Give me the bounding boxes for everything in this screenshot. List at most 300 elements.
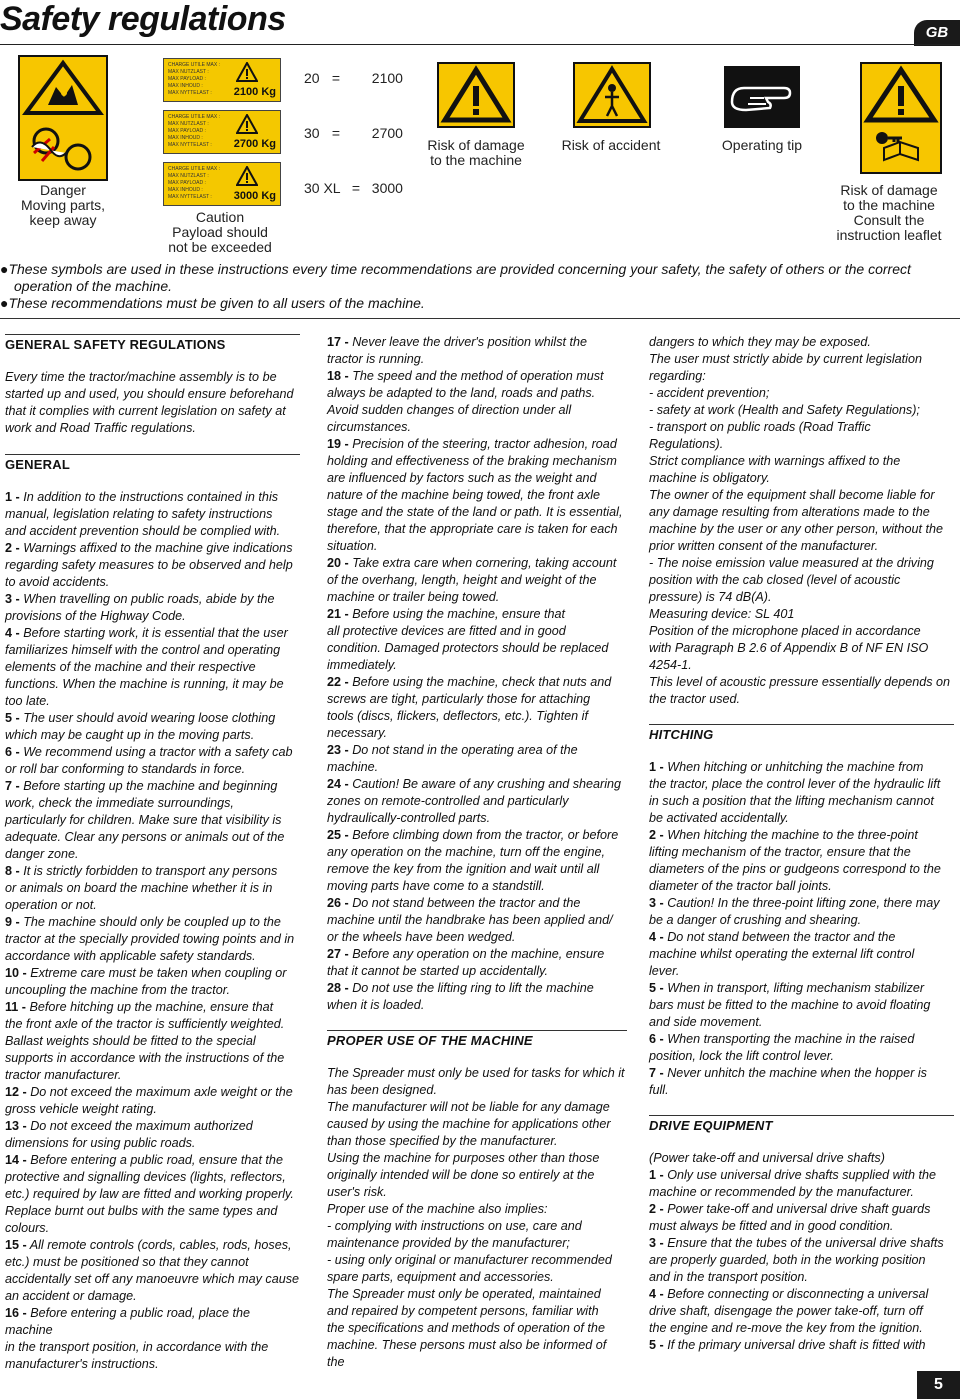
danger-caption-line: keep away [29, 212, 97, 228]
item-text: accordance with applicable safety standards. [5, 949, 256, 963]
warning-triangle-icon [236, 114, 258, 134]
text-line [5, 863, 300, 880]
text-line [327, 878, 627, 895]
text-line [649, 861, 954, 878]
text-line [327, 691, 627, 708]
item-text: or roll bar conforming to standards in force. [5, 762, 246, 776]
item-text: position, lock the lift control lever. [649, 1049, 835, 1063]
item-text: nature of the machine being towed, the front axle [327, 488, 601, 502]
text-line: The manufacturer will not be liable for any damage [327, 1100, 610, 1114]
text-line [327, 912, 627, 929]
item-text: We recommend using a tractor with a safety cab [19, 745, 293, 759]
moving-parts-sign [18, 55, 108, 181]
text-line [649, 1065, 954, 1082]
item-text: are properly guarded, both in the working position [649, 1253, 926, 1267]
text-line [5, 999, 300, 1016]
text-line: and repaired by competent persons, familiar with [327, 1304, 599, 1318]
payload-row [304, 70, 403, 86]
item-text: When travelling on public roads, abide by the [19, 592, 275, 606]
text-line [5, 897, 300, 914]
item-text: manual, legislation relating to safety instructions [5, 507, 273, 521]
column-1 [5, 334, 300, 1373]
text-line [649, 810, 954, 827]
item-text: Ballast weights should be fitted to the special [5, 1034, 256, 1048]
plate-label: MAX NYTTELAST : [168, 90, 212, 96]
danger-caption-line: Moving parts, [20, 197, 106, 213]
item-number: 6 - [649, 1032, 664, 1046]
note-text: These symbols are used in these instructions every time recommendations are provided concerning your safety, the safety of others or the correct [8, 261, 911, 277]
payload-equals: = [331, 125, 341, 141]
payload-model: 20 [304, 70, 320, 86]
text-line [5, 846, 300, 863]
item-text: in such a position that the lifting mechanism cannot [649, 794, 934, 808]
payload-value: 2100 [371, 70, 403, 86]
text-line: Proper use of the machine also implies: [327, 1202, 548, 1216]
text-line [649, 895, 954, 912]
item-text: Before entering a public road, place the machine [5, 1306, 251, 1337]
text-line [649, 1286, 954, 1303]
item-text: the front axle of the tractor is sufficiently weighted. [5, 1017, 285, 1031]
warning-triangle-icon [236, 62, 258, 82]
item-text: machine until the handbrake has been applied and/ [327, 913, 613, 927]
text-line [5, 727, 300, 744]
text-line [5, 676, 300, 693]
consult-caption-line: Consult the [853, 212, 925, 228]
item-number: 16 - [5, 1306, 27, 1320]
item-number: 22 - [327, 675, 349, 689]
item-text: uncoupling the machine from the tractor. [5, 983, 230, 997]
text-line [327, 385, 627, 402]
text-line: - accident prevention; [649, 386, 770, 400]
text-line [5, 1101, 300, 1118]
text-line: The Spreader must only be used for tasks for which it [327, 1066, 625, 1080]
text-line: that it complies with current legislation on safety at [5, 404, 286, 418]
drive-equipment-list [649, 1150, 954, 1354]
item-number: 2 - [649, 1202, 664, 1216]
consult-caption-line: to the machine [843, 197, 935, 213]
text-line [327, 470, 627, 487]
section-heading: PROPER USE OF THE MACHINE [327, 1030, 627, 1049]
payload-plate [163, 162, 281, 206]
text-line: regarding: [649, 369, 706, 383]
plate-label: MAX INHOUD : [168, 135, 203, 141]
item-text: Before entering a public road, ensure that the [26, 1153, 283, 1167]
item-text: When transporting the machine in the raised [663, 1032, 915, 1046]
item-number: 21 - [327, 607, 349, 621]
item-number: 25 - [327, 828, 349, 842]
text-line [5, 540, 300, 557]
item-text: familiarizes himself with the control and operating [5, 643, 281, 657]
item-text: It is strictly forbidden to transport any persons [19, 864, 278, 878]
plate-label: CHARGE UTILE MAX : [168, 114, 220, 120]
item-text: or the wheels have been wedged. [327, 930, 516, 944]
item-number: 14 - [5, 1153, 27, 1167]
text-line [649, 844, 954, 861]
item-text: machine. [327, 760, 379, 774]
item-number: 24 - [327, 777, 349, 791]
item-number: 6 - [5, 745, 20, 759]
title-divider [0, 44, 960, 45]
text-line: Position of the microphone placed in accordance [649, 624, 921, 638]
note-text: These recommendations must be given to all users of the machine. [8, 295, 425, 311]
text-line [327, 572, 627, 589]
text-line: machine is obligatory. [649, 471, 770, 485]
payload-plate [163, 110, 281, 154]
item-text: The speed and the method of operation must [348, 369, 604, 383]
proper-use-text [327, 1065, 627, 1371]
item-text: Caution! Be aware of any crushing and shearing [348, 777, 622, 791]
text-line [327, 453, 627, 470]
item-text: an accident or damage. [5, 1289, 137, 1303]
item-text: Do not stand between the tractor and the [663, 930, 896, 944]
danger-caption-line: Danger [40, 182, 86, 198]
text-line [5, 1203, 300, 1220]
item-text: dimensions for using public roads. [5, 1136, 196, 1150]
text-line [327, 861, 627, 878]
plate-label: MAX NUTZLAST : [168, 121, 209, 127]
text-line [5, 1186, 300, 1203]
caution-caption-line: Caution [195, 209, 245, 225]
item-text: accidentally set off any manoeuvre which may cause [5, 1272, 300, 1286]
text-line: The user must strictly abide by current legislation [649, 352, 922, 366]
caution-caption [160, 210, 280, 255]
item-text: supports in accordance with the instructions of the [5, 1051, 285, 1065]
risk-damage-caption [416, 138, 536, 168]
note-line: ●These recommendations must be given to all users of the machine. [0, 295, 425, 311]
text-line [327, 640, 627, 657]
section-heading: HITCHING [649, 724, 954, 743]
text-line: caused by using the machine for applications other [327, 1117, 611, 1131]
item-text: etc.) must be positioned so that they cannot [5, 1255, 249, 1269]
text-line [327, 708, 627, 725]
item-text: the engine and re-move the key from the ignition. [649, 1321, 923, 1335]
payload-row [304, 180, 403, 196]
item-number: 9 - [5, 915, 20, 929]
text-line: than those specified by the manufacturer. [327, 1134, 558, 1148]
item-text: danger zone. [5, 847, 79, 861]
payload-model: 30 XL [304, 180, 341, 196]
item-text: Caution! In the three-point lifting zone, there may [663, 896, 940, 910]
plate-label: MAX PAYLOAD : [168, 180, 206, 186]
intro-text [5, 369, 300, 437]
text-line: - safety at work (Health and Safety Regulations); [649, 403, 920, 417]
text-line [327, 538, 627, 555]
item-number: 11 - [5, 1000, 27, 1014]
general-list [5, 489, 300, 1373]
plate-label: MAX PAYLOAD : [168, 128, 206, 134]
item-text: or animals on board the machine whether it is in [5, 881, 273, 895]
plate-label: CHARGE UTILE MAX : [168, 166, 220, 172]
text-line [649, 929, 954, 946]
item-text: tractor at the specially provided towing points and in [5, 932, 295, 946]
text-line [5, 1067, 300, 1084]
item-text: Do not exceed the maximum axle weight or the [26, 1085, 293, 1099]
consult-caption [830, 183, 948, 243]
risk-damage-caption-line: Risk of damage [427, 137, 525, 153]
caution-caption-line: not be exceeded [168, 239, 272, 255]
text-line [5, 761, 300, 778]
text-line: pressure) is 74 dB(A). [649, 590, 772, 604]
text-line: - complying with instructions on use, care and [327, 1219, 582, 1233]
text-line [5, 982, 300, 999]
column-2 [327, 334, 627, 1371]
item-number: 7 - [5, 779, 20, 793]
item-text: full. [649, 1083, 669, 1097]
note-line [0, 278, 940, 295]
item-text: machine whilst operating the external lift control [649, 947, 915, 961]
item-text: lever. [649, 964, 680, 978]
item-text: When hitching the machine to the three-point [663, 828, 918, 842]
text-line [5, 1288, 300, 1305]
text-line [327, 895, 627, 912]
text-line [5, 1169, 300, 1186]
text-line: prior written consent of the manufacturer. [649, 539, 879, 553]
text-line [5, 948, 300, 965]
item-text: Before connecting or disconnecting a universal [663, 1287, 929, 1301]
text-line [5, 829, 300, 846]
item-number: 5 - [5, 711, 20, 725]
item-text: be a danger of crushing and shearing. [649, 913, 862, 927]
text-line [5, 931, 300, 948]
text-line [327, 419, 627, 436]
text-line [327, 946, 627, 963]
item-text: moving parts have come to a standstill. [327, 879, 545, 893]
text-line [5, 965, 300, 982]
text-line [327, 997, 627, 1014]
text-line [327, 980, 627, 997]
text-line [5, 1220, 300, 1237]
language-tab: GB [914, 20, 960, 46]
text-line: the specifications and methods of operation of the [327, 1321, 605, 1335]
item-text: provisions of the Highway Code. [5, 609, 186, 623]
text-line [327, 555, 627, 572]
text-line [5, 710, 300, 727]
payload-row [304, 125, 403, 141]
item-number: 27 - [327, 947, 349, 961]
item-number: 1 - [649, 760, 664, 774]
item-number: 15 - [5, 1238, 27, 1252]
item-text: diameter of the tractor ball joints. [649, 879, 832, 893]
text-line: with Paragraph B 2.6 of Appendix B of NF EN ISO [649, 641, 929, 655]
text-line [5, 591, 300, 608]
item-number: 3 - [5, 592, 20, 606]
item-text: in the transport position, in accordance with the [5, 1340, 269, 1354]
item-text: be activated accidentally. [649, 811, 789, 825]
text-line: position with the cab closed (level of acoustic [649, 573, 901, 587]
text-line: machine by the user or any other person, without the [649, 522, 944, 536]
text-line [5, 1152, 300, 1169]
text-line [5, 1050, 300, 1067]
warning-triangle-icon [439, 64, 513, 126]
text-line: - The noise emission value measured at the driving [649, 556, 934, 570]
text-line [5, 1271, 300, 1288]
item-text: Replace burnt out bulbs with the same types and [5, 1204, 278, 1218]
item-number: 2 - [649, 828, 664, 842]
text-line [5, 1339, 300, 1356]
item-text: All remote controls (cords, cables, rods, hoses, [26, 1238, 292, 1252]
risk-damage-sign [437, 62, 515, 128]
plate-label: MAX INHOUD : [168, 83, 203, 89]
item-number: 1 - [649, 1168, 664, 1182]
item-text: regarding safety measures to be observed and help [5, 558, 293, 572]
item-number: 3 - [649, 896, 664, 910]
item-text: necessary. [327, 726, 387, 740]
text-line [649, 963, 954, 980]
item-number: 13 - [5, 1119, 27, 1133]
section-heading: GENERAL SAFETY REGULATIONS [5, 334, 300, 353]
pointing-hand-icon [724, 66, 800, 128]
item-number: 7 - [649, 1066, 664, 1080]
text-line [649, 1167, 954, 1184]
text-line [649, 776, 954, 793]
item-text: manufacturer's instructions. [5, 1357, 159, 1371]
item-text: Warnings affixed to the machine give indications [19, 541, 293, 555]
item-text: holding and effectiveness of the braking mechanism [327, 454, 617, 468]
item-text: tractor is running. [327, 352, 425, 366]
page-number: 5 [917, 1371, 960, 1399]
item-number: 19 - [327, 437, 349, 451]
item-number: 18 - [327, 369, 349, 383]
text-line: dangers to which they may be exposed. [649, 335, 871, 349]
item-text: must always be fitted and in good condition. [649, 1219, 894, 1233]
item-text: Never unhitch the machine when the hopper is [663, 1066, 927, 1080]
item-text: When in transport, lifting mechanism stabilizer [663, 981, 925, 995]
item-text: Before hitching up the machine, ensure that [26, 1000, 274, 1014]
text-line [649, 1320, 954, 1337]
payload-equals: = [331, 70, 341, 86]
person-icon [575, 64, 649, 126]
plate-label: MAX NYTTELAST : [168, 194, 212, 200]
text-line [5, 693, 300, 710]
text-line [327, 810, 627, 827]
text-line [5, 1118, 300, 1135]
item-text: are influenced by factors such as the weight and [327, 471, 597, 485]
risk-accident-caption: Risk of accident [561, 137, 661, 153]
text-line [5, 795, 300, 812]
text-line [649, 1014, 954, 1031]
item-text: and accident prevention should be complied with. [5, 524, 281, 538]
item-number: 5 - [649, 981, 664, 995]
item-text: immediately. [327, 658, 397, 672]
item-text: screws are tight, particularly those for attaching [327, 692, 591, 706]
text-line [327, 351, 627, 368]
item-number: 12 - [5, 1085, 27, 1099]
text-line: Using the machine for purposes other than those [327, 1151, 600, 1165]
text-line [327, 776, 627, 793]
item-text: which may be caught up in the moving parts. [5, 728, 255, 742]
text-line: 4254-1. [649, 658, 692, 672]
item-text: bars must be fitted to the machine to avoid floating [649, 998, 931, 1012]
text-line [5, 557, 300, 574]
text-line [649, 1150, 954, 1167]
item-text: any operation on the machine, turn off the engine, [327, 845, 605, 859]
text-line [327, 368, 627, 385]
payload-model: 30 [304, 125, 320, 141]
text-line [5, 625, 300, 642]
text-line: started up and used, you should ensure beforehand [5, 387, 294, 401]
item-text: Take extra care when cornering, taking account [348, 556, 617, 570]
text-line [649, 759, 954, 776]
item-text: stage and the state of the land or path. It is essential, [327, 505, 623, 519]
item-number: 4 - [5, 626, 20, 640]
consult-instructions-sign [860, 62, 942, 174]
item-text: Do not stand in the operating area of the [348, 743, 578, 757]
item-text: Power take-off and universal drive shaft guards [663, 1202, 931, 1216]
text-line: Every time the tractor/machine assembly is to be [5, 370, 277, 384]
plate-label: MAX NYTTELAST : [168, 142, 212, 148]
text-line [5, 1356, 300, 1373]
item-number: 10 - [5, 966, 27, 980]
item-text: elements of the machine and their respective [5, 660, 256, 674]
text-line [327, 487, 627, 504]
text-line [327, 521, 627, 538]
text-line [5, 506, 300, 523]
item-text: situation. [327, 539, 378, 553]
text-line [5, 1135, 300, 1152]
text-line [5, 1084, 300, 1101]
text-line [649, 827, 954, 844]
operating-tip-sign [724, 66, 800, 128]
text-line: any damage resulting from alterations made to the [649, 505, 930, 519]
item-text: that it cannot be started up accidentally. [327, 964, 548, 978]
text-line [327, 929, 627, 946]
item-text: Avoid sudden changes of direction under all [327, 403, 572, 417]
text-line [327, 589, 627, 606]
item-text: Extreme care must be taken when coupling or [26, 966, 287, 980]
plate-label: MAX NUTZLAST : [168, 69, 209, 75]
item-text: Do not exceed the maximum authorized [26, 1119, 253, 1133]
text-line: originally intended will be done so entirely at the [327, 1168, 595, 1182]
text-line: machine. These persons must also be informed of the [327, 1338, 607, 1369]
text-line [5, 1305, 300, 1339]
item-text: Before starting up the machine and beginning [19, 779, 278, 793]
payload-equals: = [351, 180, 361, 196]
section-heading: DRIVE EQUIPMENT [649, 1115, 954, 1134]
plate-label: MAX NUTZLAST : [168, 173, 209, 179]
item-text: drive shaft, disengage the power take-off, turn off [649, 1304, 923, 1318]
text-line [5, 489, 300, 506]
text-line [649, 997, 954, 1014]
book-icon [862, 64, 940, 172]
text-line [5, 608, 300, 625]
text-line: - transport on public roads (Road Traffic [649, 420, 871, 434]
hand-crush-icon [20, 57, 106, 179]
text-line [327, 334, 627, 351]
consult-caption-line: instruction leaflet [836, 227, 942, 243]
text-line: maintenance provided by the manufacturer; [327, 1236, 570, 1250]
hitching-list [649, 759, 954, 1099]
plate-label: CHARGE UTILE MAX : [168, 62, 220, 68]
item-text: circumstances. [327, 420, 411, 434]
item-number: 20 - [327, 556, 349, 570]
text-line [649, 1337, 954, 1354]
risk-damage-caption-line: to the machine [430, 152, 522, 168]
warning-triangle-icon [236, 166, 258, 186]
symbols-note [0, 261, 940, 312]
text-line [649, 1201, 954, 1218]
item-text: In addition to the instructions contained in this [19, 490, 279, 504]
text-line [649, 1269, 954, 1286]
text-line [327, 844, 627, 861]
item-text: Never leave the driver's position whilst the [348, 335, 588, 349]
text-line: user's risk. [327, 1185, 387, 1199]
text-line [5, 880, 300, 897]
column-3 [649, 334, 954, 1354]
text-line [5, 812, 300, 829]
item-text: therefore, that the appropriate care is taken for each [327, 522, 618, 536]
text-line [327, 504, 627, 521]
text-line: spare parts, equipment and accessories. [327, 1270, 554, 1284]
